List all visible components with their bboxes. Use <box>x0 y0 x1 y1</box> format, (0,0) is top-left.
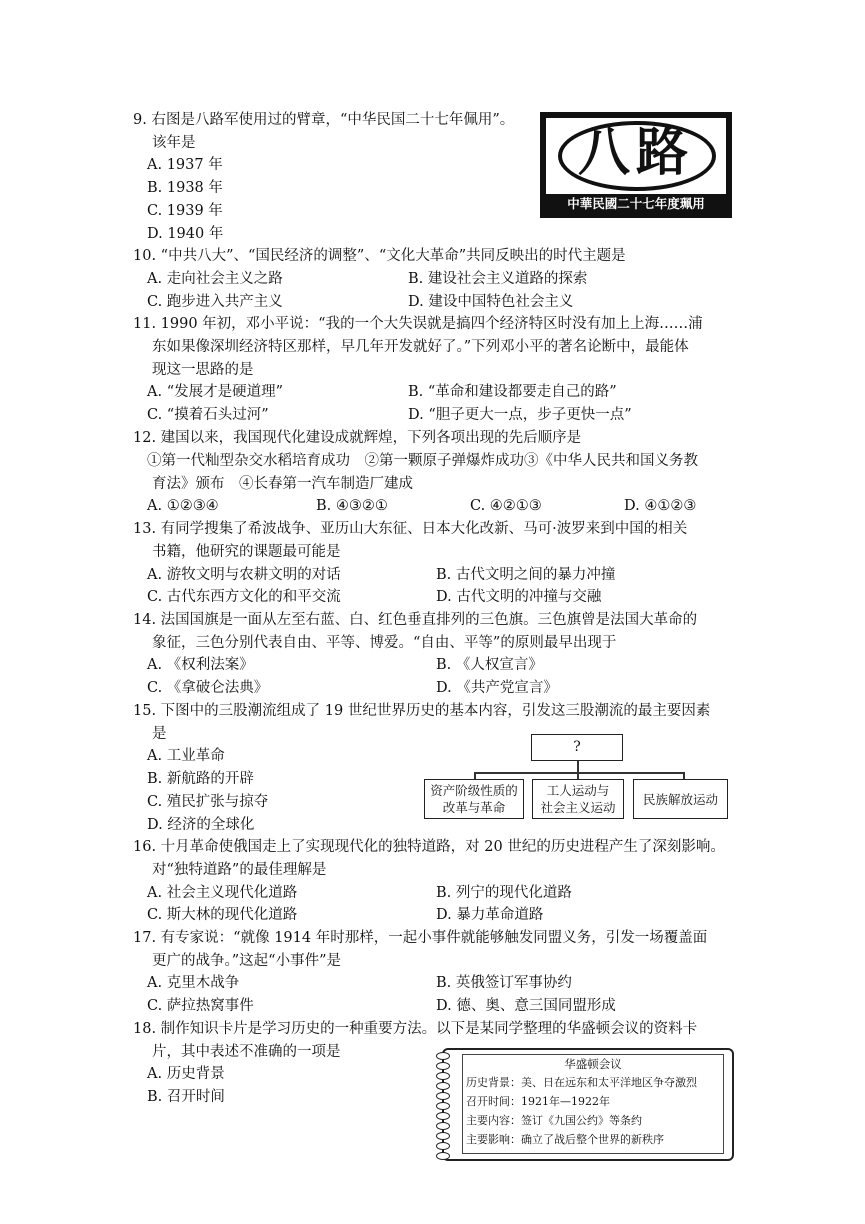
card-row-background: 历史背景：美、日在远东和太平洋地区争夺激烈 <box>466 1076 697 1089</box>
q10-option-c[interactable]: C. 跑步进入共产主义 <box>147 294 283 310</box>
ring-icon <box>436 1082 450 1090</box>
q14-stem-line2: 象征，三色分别代表自由、平等、博爱。“自由、平等”的原则最早出现于 <box>152 635 617 651</box>
diagram-connector-bar <box>474 772 684 774</box>
ring-icon <box>436 1052 450 1060</box>
diagram-box3-label: 民族解放运动 <box>642 791 718 807</box>
ring-icon <box>436 1112 450 1120</box>
eighth-route-army-armband <box>540 112 732 218</box>
diagram-connector-left <box>474 772 476 779</box>
card-row-impact: 主要影响：确立了战后整个世界的新秩序 <box>466 1133 664 1146</box>
q14-option-b[interactable]: B. 《人权宣言》 <box>436 657 543 673</box>
q17-stem-line1: 17. 有专家说：“就像 1914 年时那样，一起小事件就能够触发同盟义务，引发一场覆盖面 <box>133 930 708 946</box>
q9-option-b[interactable]: B. 1938 年 <box>147 180 223 196</box>
q14-option-a[interactable]: A. 《权利法案》 <box>147 657 254 673</box>
q13-option-c[interactable]: C. 古代东西方文化的和平交流 <box>147 589 341 605</box>
q12-option-d[interactable]: D. ④①②③ <box>624 498 697 514</box>
q15-option-a[interactable]: A. 工业革命 <box>147 748 225 764</box>
diagram-box-national-liberation <box>633 779 728 819</box>
q18-option-b[interactable]: B. 召开时间 <box>147 1089 225 1105</box>
q16-stem-line1: 16. 十月革命使俄国走上了实现现代化的独特道路，对 20 世纪的历史进程产生了深刻影响。 <box>133 839 725 855</box>
q10-stem: 10. “中共八大”、“国民经济的调整”、“文化大革命”共同反映出的时代主题是 <box>133 248 626 264</box>
q12-items-line2: 育法》颁布 ④长春第一汽车制造厂建成 <box>152 476 413 492</box>
q12-items-line1: ①第一代籼型杂交水稻培育成功 ②第一颗原子弹爆炸成功③《中华人民共和国义务教 <box>147 453 698 469</box>
q17-option-d[interactable]: D. 德、奥、意三国同盟形成 <box>436 998 616 1014</box>
ring-icon <box>436 1142 450 1150</box>
diagram-box2-line2: 社会主义运动 <box>540 800 616 815</box>
diagram-box-workers-movement <box>532 779 624 819</box>
q11-option-c[interactable]: C. “摸着石头过河” <box>147 407 269 423</box>
q11-stem-line3: 现这一思路的是 <box>152 362 254 378</box>
q13-option-b[interactable]: B. 古代文明之间的暴力冲撞 <box>436 567 616 583</box>
armband-big-text: 八路 <box>577 123 694 183</box>
q14-option-d[interactable]: D. 《共产党宣言》 <box>436 680 558 696</box>
card-row-content: 主要内容：签订《九国公约》等条约 <box>466 1114 642 1127</box>
q17-option-a[interactable]: A. 克里木战争 <box>147 975 240 991</box>
card-title: 华盛顿会议 <box>564 1057 622 1071</box>
q10-option-b[interactable]: B. 建设社会主义道路的探索 <box>408 271 588 287</box>
q12-option-b[interactable]: B. ④③②① <box>316 498 388 514</box>
q10-option-a[interactable]: A. 走向社会主义之路 <box>147 271 283 287</box>
diagram-box1-line2: 改革与革命 <box>442 800 506 815</box>
q15-stem-line2: 是 <box>152 726 167 742</box>
card-row-time: 召开时间：1921年—1922年 <box>466 1095 610 1108</box>
q13-option-d[interactable]: D. 古代文明的冲撞与交融 <box>436 589 602 605</box>
q15-option-c[interactable]: C. 殖民扩张与掠夺 <box>147 794 269 810</box>
ring-icon <box>436 1152 450 1160</box>
q14-option-c[interactable]: C. 《拿破仑法典》 <box>147 680 269 696</box>
q11-option-a[interactable]: A. “发展才是硬道理” <box>147 384 284 400</box>
q12-option-a[interactable]: A. ①②③④ <box>147 498 219 514</box>
q11-option-b[interactable]: B. “革命和建设都要走自己的路” <box>408 384 617 400</box>
q9-option-a[interactable]: A. 1937 年 <box>147 157 223 173</box>
q9-stem-line2: 该年是 <box>152 135 196 151</box>
q15-stem-line1: 15. 下图中的三股潮流组成了 19 世纪世界历史的基本内容，引发这三股潮流的最主要因素 <box>133 703 711 719</box>
diagram-connector-mid <box>577 772 579 779</box>
ring-icon <box>436 1102 450 1110</box>
diagram-connector-right <box>683 772 685 779</box>
ring-icon <box>436 1072 450 1080</box>
q14-stem-line1: 14. 法国国旗是一面从左至右蓝、白、红色垂直排列的三色旗。三色旗曾是法国大革命的 <box>133 612 698 628</box>
q13-stem-line2: 书籍，他研究的课题最可能是 <box>152 544 341 560</box>
q12-stem: 12. 建国以来，我国现代化建设成就辉煌，下列各项出现的先后顺序是 <box>133 430 582 446</box>
q15-option-b[interactable]: B. 新航路的开辟 <box>147 771 254 787</box>
q9-option-c[interactable]: C. 1939 年 <box>147 203 223 219</box>
q11-option-d[interactable]: D. “胆子更大一点，步子更快一点” <box>408 407 632 423</box>
diagram-top-box <box>531 734 623 761</box>
q12-option-c[interactable]: C. ④②①③ <box>470 498 542 514</box>
q18-option-a[interactable]: A. 历史背景 <box>147 1066 225 1082</box>
q16-stem-line2: 对“独特道路”的最佳理解是 <box>152 862 327 878</box>
q10-option-d[interactable]: D. 建设中国特色社会主义 <box>408 294 574 310</box>
ring-icon <box>436 1062 450 1070</box>
ring-icon <box>436 1132 450 1140</box>
washington-conference-card <box>432 1048 734 1163</box>
q15-option-d[interactable]: D. 经济的全球化 <box>147 817 255 833</box>
q16-option-d[interactable]: D. 暴力革命道路 <box>436 907 544 923</box>
q13-option-a[interactable]: A. 游牧文明与农耕文明的对话 <box>147 567 341 583</box>
q11-stem-line2: 东如果像深圳经济特区那样，早几年开发就好了。”下列邓小平的著名论断中，最能体 <box>152 339 689 355</box>
q18-stem-line2: 片，其中表述不准确的一项是 <box>152 1044 341 1060</box>
q17-option-c[interactable]: C. 萨拉热窝事件 <box>147 998 254 1014</box>
q13-stem-line1: 13. 有同学搜集了希波战争、亚历山大东征、日本大化改新、马可·波罗来到中国的相关 <box>133 521 688 537</box>
q17-stem-line2: 更广的战争。”这起“小事件”是 <box>152 953 341 969</box>
q11-stem-line1: 11. 1990 年初，邓小平说：“我的一个大失误就是搞四个经济特区时没有加上上海……浦 <box>133 316 703 332</box>
diagram-box1-line1: 资产阶级性质的 <box>430 783 518 798</box>
q18-stem-line1: 18. 制作知识卡片是学习历史的一种重要方法。以下是某同学整理的华盛顿会议的资料卡 <box>133 1021 698 1037</box>
armband-caption: 中華民國二十七年度珮用 <box>567 196 705 211</box>
q16-option-a[interactable]: A. 社会主义现代化道路 <box>147 885 298 901</box>
ring-icon <box>436 1122 450 1130</box>
ring-icon <box>436 1092 450 1100</box>
diagram-top-label: ? <box>573 739 581 755</box>
q16-option-c[interactable]: C. 斯大林的现代化道路 <box>147 907 298 923</box>
q16-option-b[interactable]: B. 列宁的现代化道路 <box>436 885 572 901</box>
q9-option-d[interactable]: D. 1940 年 <box>147 226 224 242</box>
q9-stem-line1: 9. 右图是八路军使用过的臂章，“中华民国二十七年佩用”。 <box>133 112 515 128</box>
q17-option-b[interactable]: B. 英俄签订军事协约 <box>436 975 572 991</box>
card-spiral-binding <box>432 1048 452 1163</box>
diagram-box-bourgeois-reform <box>424 779 524 819</box>
diagram-box2-line1: 工人运动与 <box>546 783 610 798</box>
